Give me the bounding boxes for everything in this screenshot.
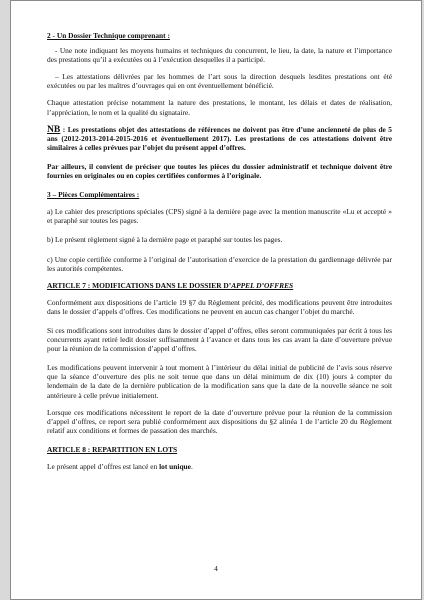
article-8-lot-unique: lot unique [159, 462, 191, 471]
article-8-text [47, 462, 392, 471]
technical-note-item: - Une note indiquant les moyens humains et techniques du concurrent, le lieu, la date, la nature et l’importance des prestations qu’il a exécutées ou à l’exécution desquelles il a participé. [47, 46, 392, 65]
section-3-heading: 3 – Pièces Complémentaires : [47, 190, 140, 200]
article-7-title-prefix: ARTICLE 7 : MODIFICATIONS DANS LE DOSSIER D’ [47, 280, 232, 290]
article-7-paragraph-4: Lorsque ces modifications nécessitent le report de la date d’ouverture prévue pour la réunion de la commission d’appel d’offres, ce report sera publié conformément aux dispositions du §2 alinéa 1 de l’article 20 du Règlement relatif aux conditions et formes de passation des marchés. [47, 407, 392, 435]
article-7-paragraph-3: Les modifications peuvent intervenir à tout moment à l’intérieur du délai initial de publicité de l’avis sous réserve que la séance d’ouverture des plis ne soit tenue que dans un délai minimum de dix (10) jours à compter du lendemain de la date de la dernière publication de la modification sans que la date de la nouvelle séance ne soit antérieure à celle prévue initialement. [47, 363, 392, 400]
document-page [10, 0, 422, 600]
article-8-text-suffix: . [190, 462, 193, 471]
nb-label: NB [47, 123, 61, 135]
attestations-item: – Les attestations délivrées par les hommes de l’art sous la direction desquels lesdites prestations ont été exécutées ou par les maîtres d’ouvrages qui en ont éventuellement bénéficié. [47, 72, 392, 91]
article-7-paragraph-2: Si ces modifications sont introduites dans le dossier d’appel d’offres, elles seront communiquées par écrit à tous les concurrents ayant retiré ledit dossier suffisamment à l’avance et dans tous les cas avant la date d’ouverture prévue pour la réunion de la commission d’appel d’offres. [47, 325, 392, 354]
article-8-text-prefix: Le présent appel d’offres est lancé en [47, 462, 160, 471]
nb-paragraph [47, 125, 392, 152]
cps-item: a) Le cahier des prescriptions spéciales (CPS) signé à la dernière page avec la mention manuscrite «Lu et accepté » et paraphé sur toutes les pages. [47, 207, 392, 226]
article-7-title-italic: APPEL D’OFFRES [231, 280, 294, 290]
page-number: 4 [214, 564, 218, 573]
nb-text: : Les prestations objet des attestations de références ne doivent pas être d’une ancienneté de plus de 5 ans (2012-2013-2014-2015-2016 et éventuellement 2017). Les prestations de ces attestations doivent être similaires à celles prévues par l’objet du présent appel d’offres. [47, 124, 392, 152]
article-7-title [47, 281, 392, 290]
article-8-title: ARTICLE 8 : REPARTITION EN LOTS [47, 444, 178, 454]
authorization-copy-item: c) Une copie certifiée conforme à l’original de l’autorisation d’exercice de la prestation du gardiennage délivrée par les autorités compétentes. [47, 254, 392, 273]
reglement-item: b) Le présent règlement signé à la dernière page et paraphé sur toutes les pages. [47, 235, 283, 245]
original-documents-note: Par ailleurs, il convient de préciser que toutes les pièces du dossier administratif et technique doivent être fournies en originales ou en copies certifiées conformes à l’originale. [47, 161, 392, 181]
article-7-paragraph-1: Conformément aux dispositions de l’article 19 §7 du Règlement précité, des modifications peuvent être introduites dans le dossier d’appels d’offres. Ces modifications ne peuvent en aucun cas changer l’objet du marché. [47, 297, 392, 316]
section-2-heading: 2 - Un Dossier Technique comprenant : [47, 31, 170, 40]
page-content [47, 31, 392, 471]
attestation-details: Chaque attestation précise notamment la nature des prestations, le montant, les délais et dates de réalisation, l’appréciation, le nom et la qualité du signataire. [47, 98, 392, 117]
